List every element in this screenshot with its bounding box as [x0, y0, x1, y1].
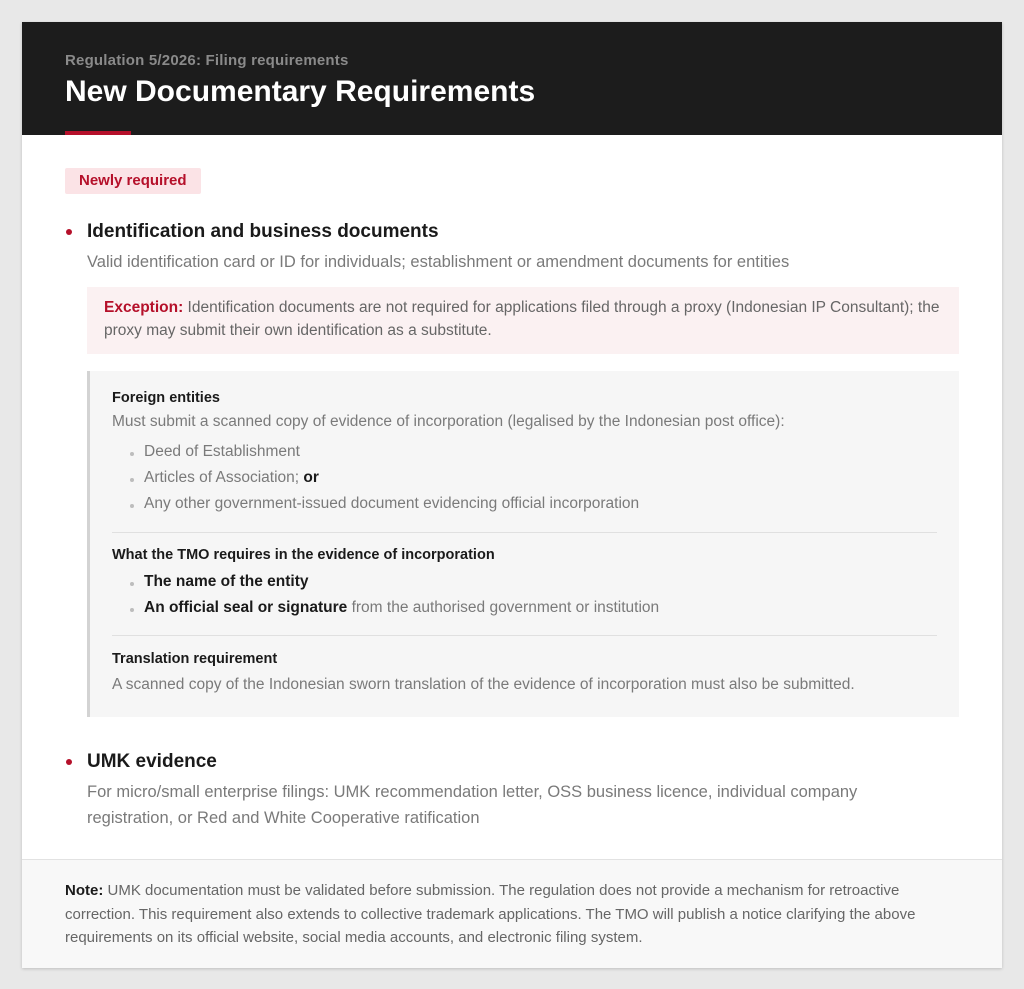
list-item-strong: The name of the entity — [144, 573, 309, 590]
bullet-dot-icon — [66, 229, 72, 235]
list-bullet-icon — [130, 452, 134, 456]
bullet-dot-icon — [66, 759, 72, 765]
list-bullet-icon — [130, 608, 134, 612]
list-bullet-icon — [130, 582, 134, 586]
exception-text: Identification documents are not required for applications filed through a proxy (Indonesian IP Consultant); the proxy may submit their own identification as a substitute. — [104, 299, 940, 339]
list-bullet-icon — [130, 478, 134, 482]
details-panel — [87, 371, 959, 717]
list-item: Deed of Establishment — [144, 443, 300, 460]
list-item-strong: An official seal or signature — [144, 599, 348, 616]
requirements-card — [22, 22, 1002, 968]
foreign-entities-heading: Foreign entities — [112, 390, 220, 406]
note-label: Note: — [65, 882, 104, 899]
note-text: UMK documentation must be validated before submission. The regulation does not provide a mechanism for retroactive correction. This requirement also extends to collective trademark applications. The TMO will publish a notice clarifying the above requirements on its official website, social media accounts, and electronic filing system. — [65, 882, 916, 946]
list-item: Any other government-issued document evidencing official incorporation — [144, 495, 640, 512]
page-title: New Documentary Requirements — [65, 75, 536, 108]
translation-heading: Translation requirement — [112, 651, 278, 667]
note-footer — [22, 859, 1002, 968]
header-accent-bar — [65, 131, 131, 135]
item-description-umk: For micro/small enterprise filings: UMK recommendation letter, OSS business licence, individual company registration, or Red and White Cooperative ratification — [87, 783, 858, 827]
list-item — [144, 599, 659, 617]
exception-callout — [87, 287, 959, 354]
list-item-text: Articles of Association; — [144, 469, 300, 486]
list-item-rest: from the authorised government or institution — [351, 599, 660, 616]
item-title-identification: Identification and business documents — [87, 221, 439, 242]
panel-divider — [112, 532, 937, 533]
item-description-identification: Valid identification card or ID for individuals; establishment or amendment documents for entities — [87, 253, 790, 271]
foreign-entities-intro: Must submit a scanned copy of evidence of incorporation (legalised by the Indonesian post office): — [112, 413, 785, 430]
list-item-or: or — [303, 469, 319, 486]
header-kicker: Regulation 5/2026: Filing requirements — [65, 52, 349, 69]
translation-text: A scanned copy of the Indonesian sworn translation of the evidence of incorporation must also be submitted. — [112, 676, 855, 693]
list-bullet-icon — [130, 504, 134, 508]
item-title-umk: UMK evidence — [87, 751, 217, 772]
tmo-requirements-heading: What the TMO requires in the evidence of incorporation — [112, 547, 495, 563]
panel-divider — [112, 635, 937, 636]
list-item — [144, 573, 309, 591]
status-badge: Newly required — [65, 168, 201, 194]
exception-label: Exception: — [104, 299, 184, 316]
list-item — [144, 469, 319, 487]
card-header — [22, 22, 1002, 135]
